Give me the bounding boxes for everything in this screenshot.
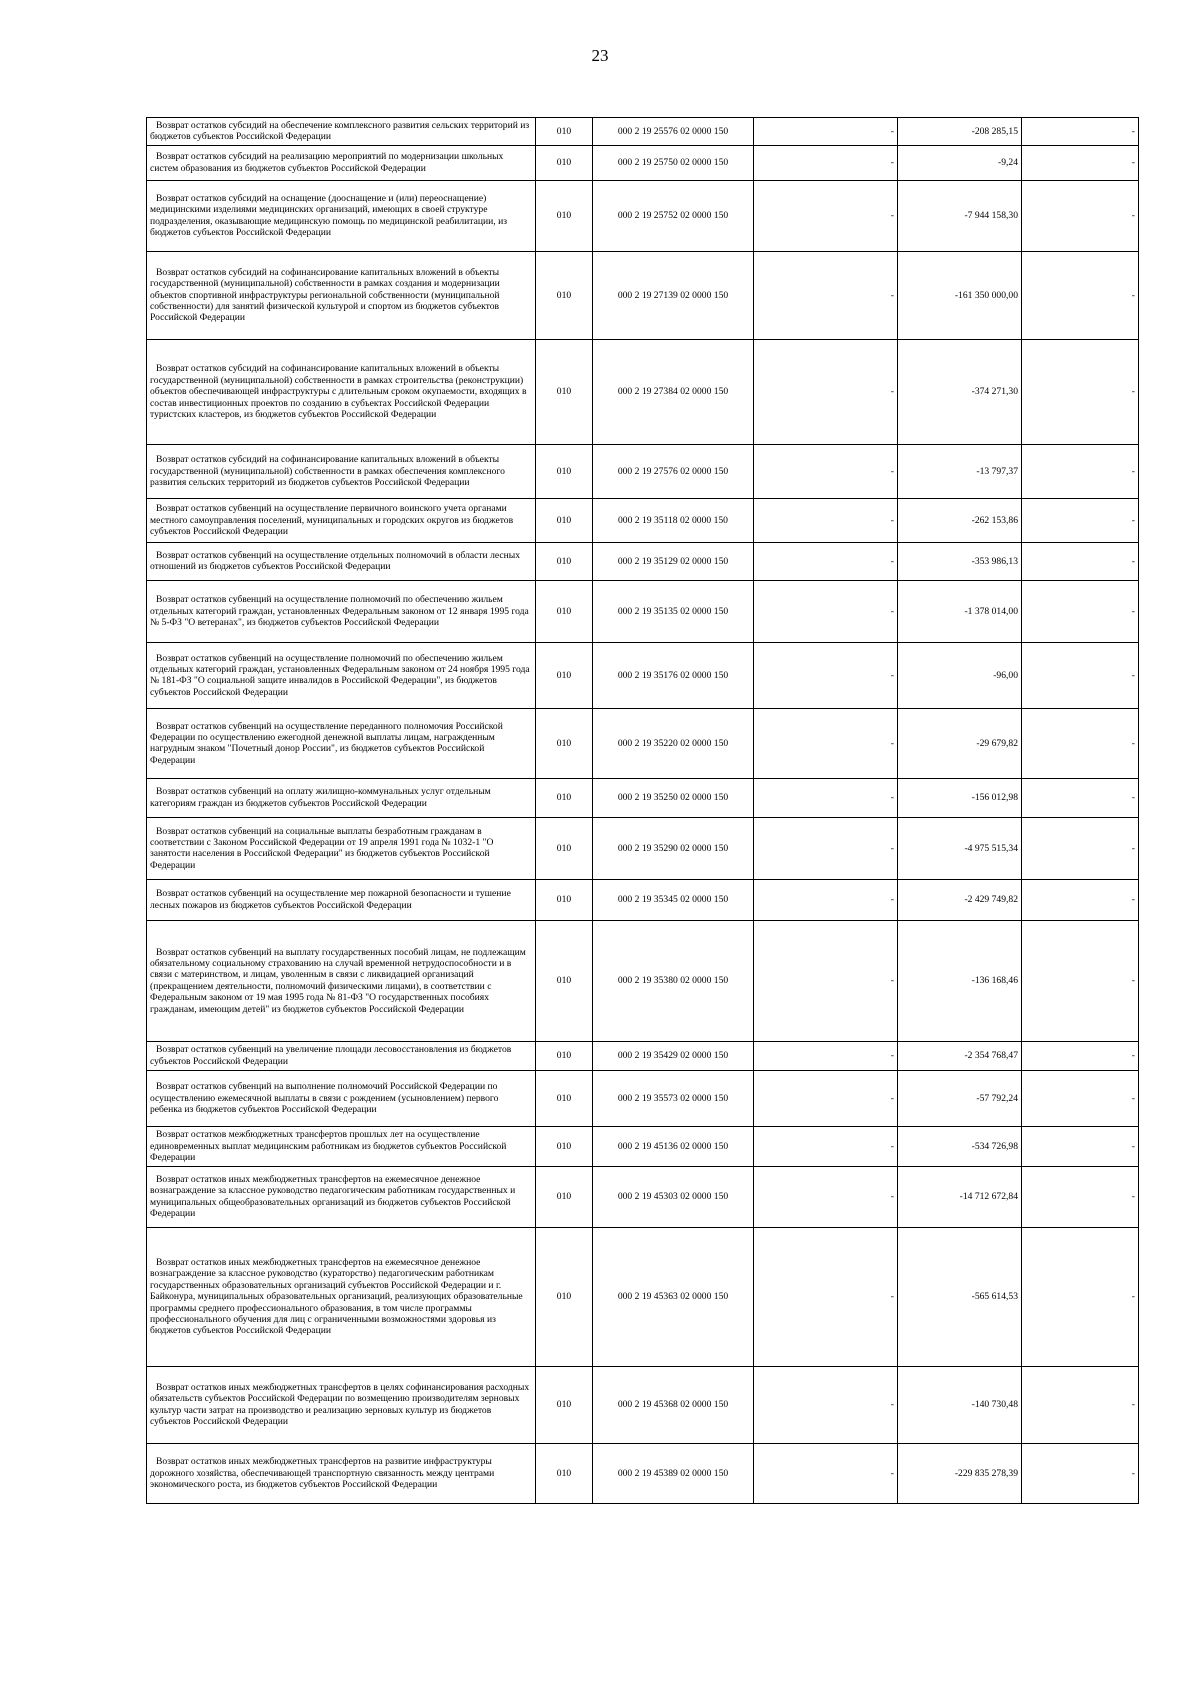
row-budget-classification-code: 000 2 19 35380 02 0000 150	[593, 920, 754, 1041]
row-approved-amount: -	[754, 1366, 898, 1443]
page-number: 23	[591, 46, 609, 65]
row-budget-classification-code: 000 2 19 35573 02 0000 150	[593, 1070, 754, 1126]
table-row	[147, 180, 1139, 251]
row-approved-amount: -	[754, 778, 898, 817]
table-row	[147, 1166, 1139, 1227]
table-row	[147, 1126, 1139, 1166]
row-executed-amount: -156 012,98	[898, 778, 1022, 817]
row-description: Возврат остатков субвенций на осуществление полномочий по обеспечению жильем отдельных категорий граждан, установленных Федеральным законом от 12 января 1995 года № 5-ФЗ "О ветеранах", из бюджетов субъектов Российской Федерации	[147, 580, 536, 642]
row-executed-amount: -7 944 158,30	[898, 180, 1022, 251]
row-budget-classification-code: 000 2 19 27139 02 0000 150	[593, 251, 754, 339]
table-row	[147, 708, 1139, 778]
row-execution-percent: -	[1022, 1443, 1139, 1503]
row-budget-classification-code: 000 2 19 35176 02 0000 150	[593, 642, 754, 708]
table-row	[147, 1443, 1139, 1503]
row-executed-amount: -4 975 515,34	[898, 817, 1022, 879]
row-approved-amount: -	[754, 708, 898, 778]
row-execution-percent: -	[1022, 1366, 1139, 1443]
row-approved-amount: -	[754, 580, 898, 642]
row-approved-amount: -	[754, 1443, 898, 1503]
row-execution-percent: -	[1022, 444, 1139, 498]
row-line-code: 010	[536, 817, 593, 879]
row-executed-amount: -1 378 014,00	[898, 580, 1022, 642]
row-execution-percent: -	[1022, 778, 1139, 817]
row-budget-classification-code: 000 2 19 45303 02 0000 150	[593, 1166, 754, 1227]
row-approved-amount: -	[754, 251, 898, 339]
row-execution-percent: -	[1022, 1041, 1139, 1070]
row-description: Возврат остатков иных межбюджетных трансфертов в целях софинансирования расходных обязательств субъектов Российской Федерации по возмещению производителям зерновых культур части затрат на производство и реализацию зерновых культур из бюджетов субъектов Российской Федерации	[147, 1366, 536, 1443]
row-line-code: 010	[536, 444, 593, 498]
row-execution-percent: -	[1022, 542, 1139, 580]
row-executed-amount: -96,00	[898, 642, 1022, 708]
row-line-code: 010	[536, 1041, 593, 1070]
table-row	[147, 1227, 1139, 1366]
row-executed-amount: -9,24	[898, 145, 1022, 180]
row-executed-amount: -14 712 672,84	[898, 1166, 1022, 1227]
row-approved-amount: -	[754, 339, 898, 444]
table-row	[147, 498, 1139, 542]
row-execution-percent: -	[1022, 1227, 1139, 1366]
row-executed-amount: -208 285,15	[898, 118, 1022, 146]
row-description: Возврат остатков субсидий на обеспечение комплексного развития сельских территорий из бюджетов субъектов Российской Федерации	[147, 118, 536, 146]
row-executed-amount: -353 986,13	[898, 542, 1022, 580]
row-execution-percent: -	[1022, 879, 1139, 920]
row-line-code: 010	[536, 1070, 593, 1126]
row-execution-percent: -	[1022, 708, 1139, 778]
row-line-code: 010	[536, 118, 593, 146]
row-execution-percent: -	[1022, 580, 1139, 642]
row-description: Возврат остатков иных межбюджетных трансфертов на развитие инфраструктуры дорожного хозяйства, обеспечивающей транспортную связанность между центрами экономического роста, из бюджетов субъектов Российской Федерации	[147, 1443, 536, 1503]
row-budget-classification-code: 000 2 19 25576 02 0000 150	[593, 118, 754, 146]
table-row	[147, 1366, 1139, 1443]
row-execution-percent: -	[1022, 145, 1139, 180]
row-description: Возврат остатков субсидий на софинансирование капитальных вложений в объекты государственной (муниципальной) собственности в рамках строительства (реконструкции) объектов обеспечивающей инфраструктуры с длительным сроком окупаемости, входящих в состав инвестиционных проектов по созданию в субъектах Российской Федерации туристских кластеров, из бюджетов субъектов Российской Федерации	[147, 339, 536, 444]
row-line-code: 010	[536, 920, 593, 1041]
row-description: Возврат остатков субвенций на социальные выплаты безработным гражданам в соответствии с Законом Российской Федерации от 19 апреля 1991 года № 1032-1 "О занятости населения в Российской Федерации" из бюджетов субъектов Российской Федерации	[147, 817, 536, 879]
table-row	[147, 145, 1139, 180]
table-row	[147, 251, 1139, 339]
row-execution-percent: -	[1022, 118, 1139, 146]
row-executed-amount: -161 350 000,00	[898, 251, 1022, 339]
row-approved-amount: -	[754, 180, 898, 251]
row-approved-amount: -	[754, 1041, 898, 1070]
row-execution-percent: -	[1022, 1126, 1139, 1166]
row-approved-amount: -	[754, 817, 898, 879]
table-row	[147, 642, 1139, 708]
row-description: Возврат остатков субвенций на выплату государственных пособий лицам, не подлежащим обязательному социальному страхованию на случай временной нетрудоспособности и в связи с материнством, и лицам, уволенным в связи с ликвидацией организаций (прекращением деятельности, полномочий физическими лицами), в соответствии с Федеральным законом от 19 мая 1995 года № 81-ФЗ "О государственных пособиях гражданам, имеющим детей" из бюджетов субъектов Российской Федерации	[147, 920, 536, 1041]
row-approved-amount: -	[754, 118, 898, 146]
row-line-code: 010	[536, 879, 593, 920]
row-execution-percent: -	[1022, 251, 1139, 339]
row-execution-percent: -	[1022, 642, 1139, 708]
row-description: Возврат остатков субвенций на оплату жилищно-коммунальных услуг отдельным категориям граждан из бюджетов субъектов Российской Федерации	[147, 778, 536, 817]
row-approved-amount: -	[754, 498, 898, 542]
row-budget-classification-code: 000 2 19 45368 02 0000 150	[593, 1366, 754, 1443]
row-description: Возврат остатков субвенций на увеличение площади лесовосстановления из бюджетов субъектов Российской Федерации	[147, 1041, 536, 1070]
row-budget-classification-code: 000 2 19 27384 02 0000 150	[593, 339, 754, 444]
table-row	[147, 817, 1139, 879]
row-line-code: 010	[536, 1366, 593, 1443]
row-execution-percent: -	[1022, 1070, 1139, 1126]
row-execution-percent: -	[1022, 817, 1139, 879]
row-budget-classification-code: 000 2 19 27576 02 0000 150	[593, 444, 754, 498]
row-description: Возврат остатков субсидий на софинансирование капитальных вложений в объекты государственной (муниципальной) собственности в рамках создания и модернизации объектов спортивной инфраструктуры региональной собственности (муниципальной собственности) для занятий физической культурой и спортом из бюджетов субъектов Российской Федерации	[147, 251, 536, 339]
row-description: Возврат остатков субвенций на осуществление первичного воинского учета органами местного самоуправления поселений, муниципальных и городских округов из бюджетов субъектов Российской Федерации	[147, 498, 536, 542]
row-budget-classification-code: 000 2 19 35129 02 0000 150	[593, 542, 754, 580]
row-approved-amount: -	[754, 879, 898, 920]
row-description: Возврат остатков межбюджетных трансфертов прошлых лет на осуществление единовременных выплат медицинским работникам из бюджетов субъектов Российской Федерации	[147, 1126, 536, 1166]
row-budget-classification-code: 000 2 19 25752 02 0000 150	[593, 180, 754, 251]
row-line-code: 010	[536, 708, 593, 778]
row-budget-classification-code: 000 2 19 25750 02 0000 150	[593, 145, 754, 180]
row-approved-amount: -	[754, 444, 898, 498]
table-row	[147, 920, 1139, 1041]
table-row	[147, 339, 1139, 444]
row-budget-classification-code: 000 2 19 35220 02 0000 150	[593, 708, 754, 778]
row-line-code: 010	[536, 580, 593, 642]
row-description: Возврат остатков субвенций на осуществление полномочий по обеспечению жильем отдельных категорий граждан, установленных Федеральным законом от 24 ноября 1995 года № 181-ФЗ "О социальной защите инвалидов в Российской Федерации", из бюджетов субъектов Российской Федерации	[147, 642, 536, 708]
row-description: Возврат остатков иных межбюджетных трансфертов на ежемесячное денежное вознаграждение за классное руководство педагогическим работникам государственных и муниципальных общеобразовательных организаций из бюджетов субъектов Российской Федерации	[147, 1166, 536, 1227]
row-executed-amount: -140 730,48	[898, 1366, 1022, 1443]
row-description: Возврат остатков субвенций на осуществление отдельных полномочий в области лесных отношений из бюджетов субъектов Российской Федерации	[147, 542, 536, 580]
row-line-code: 010	[536, 339, 593, 444]
row-approved-amount: -	[754, 920, 898, 1041]
row-budget-classification-code: 000 2 19 45363 02 0000 150	[593, 1227, 754, 1366]
row-line-code: 010	[536, 251, 593, 339]
row-approved-amount: -	[754, 642, 898, 708]
row-executed-amount: -374 271,30	[898, 339, 1022, 444]
row-line-code: 010	[536, 180, 593, 251]
row-approved-amount: -	[754, 145, 898, 180]
row-line-code: 010	[536, 542, 593, 580]
row-budget-classification-code: 000 2 19 35429 02 0000 150	[593, 1041, 754, 1070]
row-description: Возврат остатков субсидий на реализацию мероприятий по модернизации школьных систем образования из бюджетов субъектов Российской Федерации	[147, 145, 536, 180]
row-description: Возврат остатков субвенций на выполнение полномочий Российской Федерации по осуществлению ежемесячной выплаты в связи с рождением (усыновлением) первого ребенка из бюджетов субъектов Российской Федерации	[147, 1070, 536, 1126]
row-budget-classification-code: 000 2 19 35345 02 0000 150	[593, 879, 754, 920]
row-approved-amount: -	[754, 542, 898, 580]
row-executed-amount: -262 153,86	[898, 498, 1022, 542]
table-row	[147, 118, 1139, 146]
row-budget-classification-code: 000 2 19 35290 02 0000 150	[593, 817, 754, 879]
row-budget-classification-code: 000 2 19 45136 02 0000 150	[593, 1126, 754, 1166]
row-line-code: 010	[536, 498, 593, 542]
row-line-code: 010	[536, 145, 593, 180]
report-table	[146, 117, 1139, 1504]
row-description: Возврат остатков субсидий на оснащение (дооснащение и (или) переоснащение) медицинскими изделиями медицинских организаций, имеющих в своей структуре подразделения, оказывающие медицинскую помощь по медицинской реабилитации, из бюджетов субъектов Российской Федерации	[147, 180, 536, 251]
row-execution-percent: -	[1022, 1166, 1139, 1227]
row-description: Возврат остатков субвенций на осуществление переданного полномочия Российской Федерации по осуществлению ежегодной денежной выплаты лицам, награжденным нагрудным знаком "Почетный донор России", из бюджетов субъектов Российской Федерации	[147, 708, 536, 778]
row-executed-amount: -13 797,37	[898, 444, 1022, 498]
row-executed-amount: -2 429 749,82	[898, 879, 1022, 920]
row-executed-amount: -29 679,82	[898, 708, 1022, 778]
row-description: Возврат остатков субвенций на осуществление мер пожарной безопасности и тушение лесных пожаров из бюджетов субъектов Российской Федерации	[147, 879, 536, 920]
row-approved-amount: -	[754, 1070, 898, 1126]
table-row	[147, 1070, 1139, 1126]
table-row	[147, 1041, 1139, 1070]
row-execution-percent: -	[1022, 180, 1139, 251]
row-budget-classification-code: 000 2 19 45389 02 0000 150	[593, 1443, 754, 1503]
table-row	[147, 879, 1139, 920]
row-description: Возврат остатков субсидий на софинансирование капитальных вложений в объекты государственной (муниципальной) собственности в рамках обеспечения комплексного развития сельских территорий из бюджетов субъектов Российской Федерации	[147, 444, 536, 498]
row-executed-amount: -136 168,46	[898, 920, 1022, 1041]
row-line-code: 010	[536, 1227, 593, 1366]
row-budget-classification-code: 000 2 19 35250 02 0000 150	[593, 778, 754, 817]
report-table-body	[147, 118, 1139, 1504]
row-execution-percent: -	[1022, 498, 1139, 542]
row-execution-percent: -	[1022, 339, 1139, 444]
row-approved-amount: -	[754, 1126, 898, 1166]
row-executed-amount: -57 792,24	[898, 1070, 1022, 1126]
row-line-code: 010	[536, 1126, 593, 1166]
row-approved-amount: -	[754, 1166, 898, 1227]
row-executed-amount: -2 354 768,47	[898, 1041, 1022, 1070]
row-line-code: 010	[536, 642, 593, 708]
row-executed-amount: -534 726,98	[898, 1126, 1022, 1166]
table-row	[147, 444, 1139, 498]
row-line-code: 010	[536, 778, 593, 817]
table-row	[147, 580, 1139, 642]
row-description: Возврат остатков иных межбюджетных трансфертов на ежемесячное денежное вознаграждение за классное руководство (кураторство) педагогическим работникам государственных образовательных организаций субъектов Российской Федерации и г. Байконура, муниципальных образовательных организаций, реализующих образовательные программы среднего профессионального образования, в том числе программы профессионального обучения для лиц с ограниченными возможностями здоровья из бюджетов субъектов Российской Федерации	[147, 1227, 536, 1366]
row-executed-amount: -229 835 278,39	[898, 1443, 1022, 1503]
row-approved-amount: -	[754, 1227, 898, 1366]
row-budget-classification-code: 000 2 19 35135 02 0000 150	[593, 580, 754, 642]
table-row	[147, 778, 1139, 817]
row-executed-amount: -565 614,53	[898, 1227, 1022, 1366]
row-budget-classification-code: 000 2 19 35118 02 0000 150	[593, 498, 754, 542]
table-row	[147, 542, 1139, 580]
row-execution-percent: -	[1022, 920, 1139, 1041]
row-line-code: 010	[536, 1166, 593, 1227]
row-line-code: 010	[536, 1443, 593, 1503]
